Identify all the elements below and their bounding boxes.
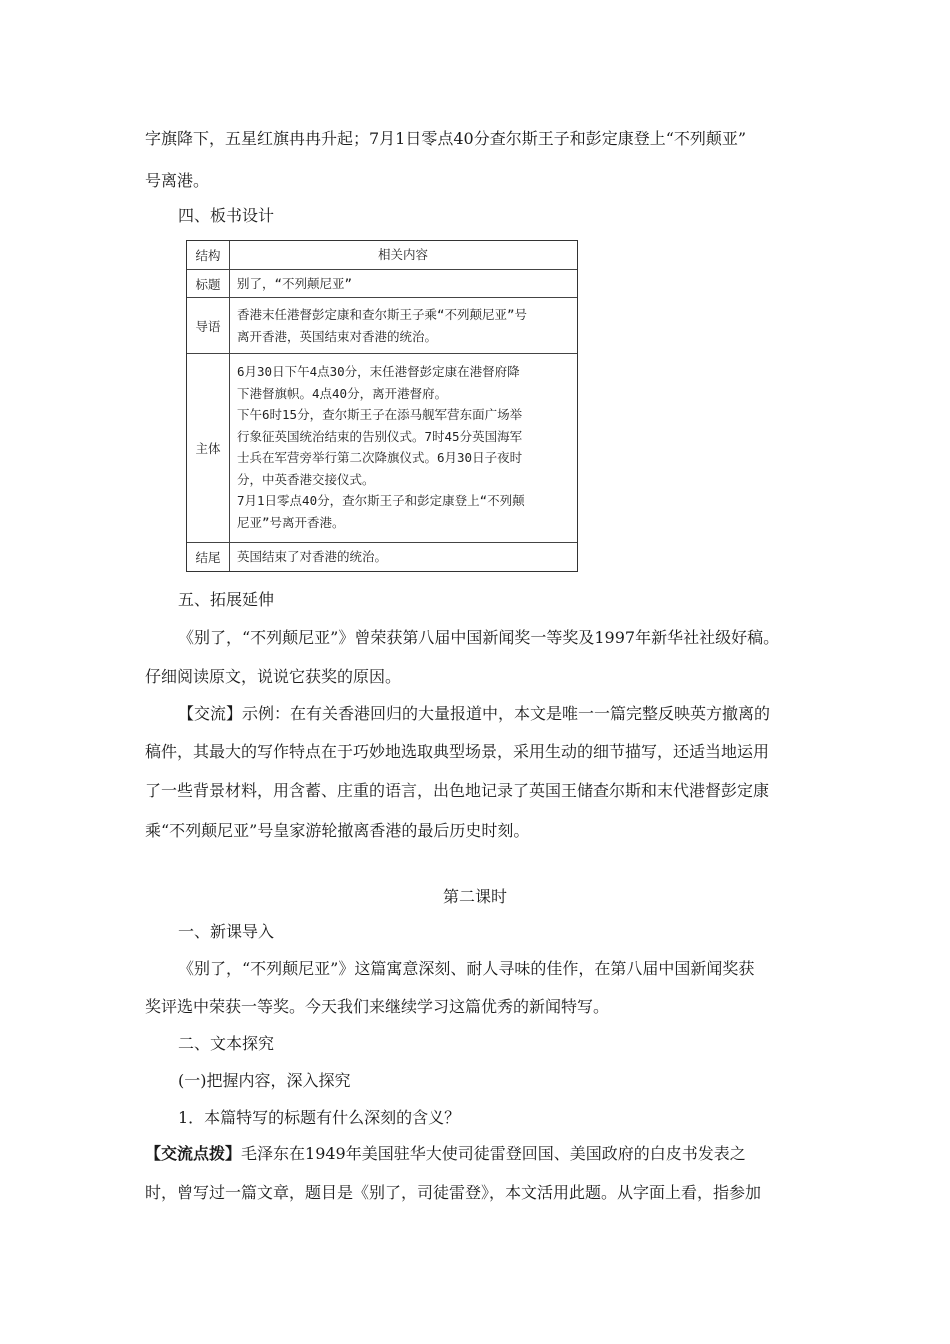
row-label: 结尾	[187, 543, 230, 571]
row-content: 别了，“不列颠尼亚”	[237, 275, 353, 291]
board-design-table	[186, 240, 578, 572]
table-row	[187, 354, 577, 543]
row-label: 主体	[187, 354, 230, 542]
row-content	[229, 298, 577, 353]
paragraph-line: 号离港。	[145, 171, 210, 190]
row-content-line: 尼亚”号离开香港。	[237, 514, 345, 530]
row-content-line: 下港督旗帜。4点40分，离开港督府。	[237, 385, 448, 401]
paragraph-line: 了一些背景材料，用含蓄、庄重的语言，出色地记录了英国王储查尔斯和末代港督彭定康	[145, 781, 770, 800]
paragraph-line: 乘“不列颠尼亚”号皇家游轮撤离香港的最后历史时刻。	[145, 821, 530, 840]
paragraph-line: 时，曾写过一篇文章，题目是《别了，司徒雷登》，本文活用此题。从字面上看，指参加	[145, 1183, 762, 1202]
row-content-line: 下午6时15分，查尔斯王子在添马舰军营东面广场举	[237, 407, 523, 422]
row-content-line: 分，中英香港交接仪式。	[237, 471, 375, 487]
paragraph-line	[145, 1144, 746, 1164]
paragraph-text: 毛泽东在1949年美国驻华大使司徒雷登回国、美国政府的白皮书发表之	[241, 1144, 746, 1163]
section-heading: 二、文本探究	[178, 1034, 275, 1053]
paragraph-line: 《别了，“不列颠尼亚”》这篇寓意深刻、耐人寻味的佳作，在第八届中国新闻奖获	[178, 959, 755, 978]
paragraph-line: 【交流】示例：在有关香港回归的大量报道中，本文是唯一一篇完整反映英方撤离的	[178, 704, 771, 723]
paragraph-line: 稿件，其最大的写作特点在于巧妙地选取典型场景，采用生动的细节描写，还适当地运用	[145, 742, 770, 761]
section-heading: 一、新课导入	[178, 922, 275, 941]
paragraph-line: 字旗降下，五星红旗冉冉升起；7月1日零点40分查尔斯王子和彭定康登上“不列颠亚”	[145, 129, 747, 148]
section-heading: 五、拓展延伸	[178, 590, 275, 609]
paragraph-line: 《别了，“不列颠尼亚”》曾荣获第八届中国新闻奖一等奖及1997年新华社社级好稿。	[178, 628, 780, 647]
row-content-line: 离开香港，英国结束对香港的统治。	[237, 328, 438, 344]
section-heading: 四、板书设计	[178, 206, 275, 225]
table-row	[187, 298, 577, 354]
row-content: 英国结束了对香港的统治。	[237, 549, 388, 564]
row-label: 标题	[187, 270, 230, 297]
table-row	[187, 543, 577, 571]
row-content-line: 6月30日下午4点30分，末任港督彭定康在港督府降	[237, 364, 520, 379]
paragraph-line: 奖评选中荣获一等奖。今天我们来继续学习这篇优秀的新闻特写。	[145, 997, 610, 1016]
table-header-row	[187, 241, 577, 270]
paragraph-line: 仔细阅读原文，说说它获奖的原因。	[145, 667, 402, 686]
subsection-heading: (一)把握内容，深入探究	[178, 1071, 351, 1090]
row-content	[229, 354, 577, 542]
lesson-title: 第二课时	[442, 887, 507, 906]
table-row	[187, 270, 577, 298]
table-header-content: 相关内容	[377, 247, 428, 262]
question: 1．本篇特写的标题有什么深刻的含义？	[178, 1108, 461, 1127]
row-content-line: 士兵在军营旁举行第二次降旗仪式。6月30日子夜时	[237, 450, 523, 465]
row-content-line: 行象征英国统治结束的告别仪式。7时45分英国海军	[237, 428, 523, 444]
row-content-line: 香港末任港督彭定康和查尔斯王子乘“不列颠尼亚”号	[237, 306, 528, 322]
discussion-tag: 【交流点拨】	[145, 1144, 242, 1163]
row-content-line: 7月1日零点40分，查尔斯王子和彭定康登上“不列颠	[237, 493, 525, 508]
row-label: 导语	[187, 298, 230, 353]
table-header-structure: 结构	[187, 241, 230, 269]
